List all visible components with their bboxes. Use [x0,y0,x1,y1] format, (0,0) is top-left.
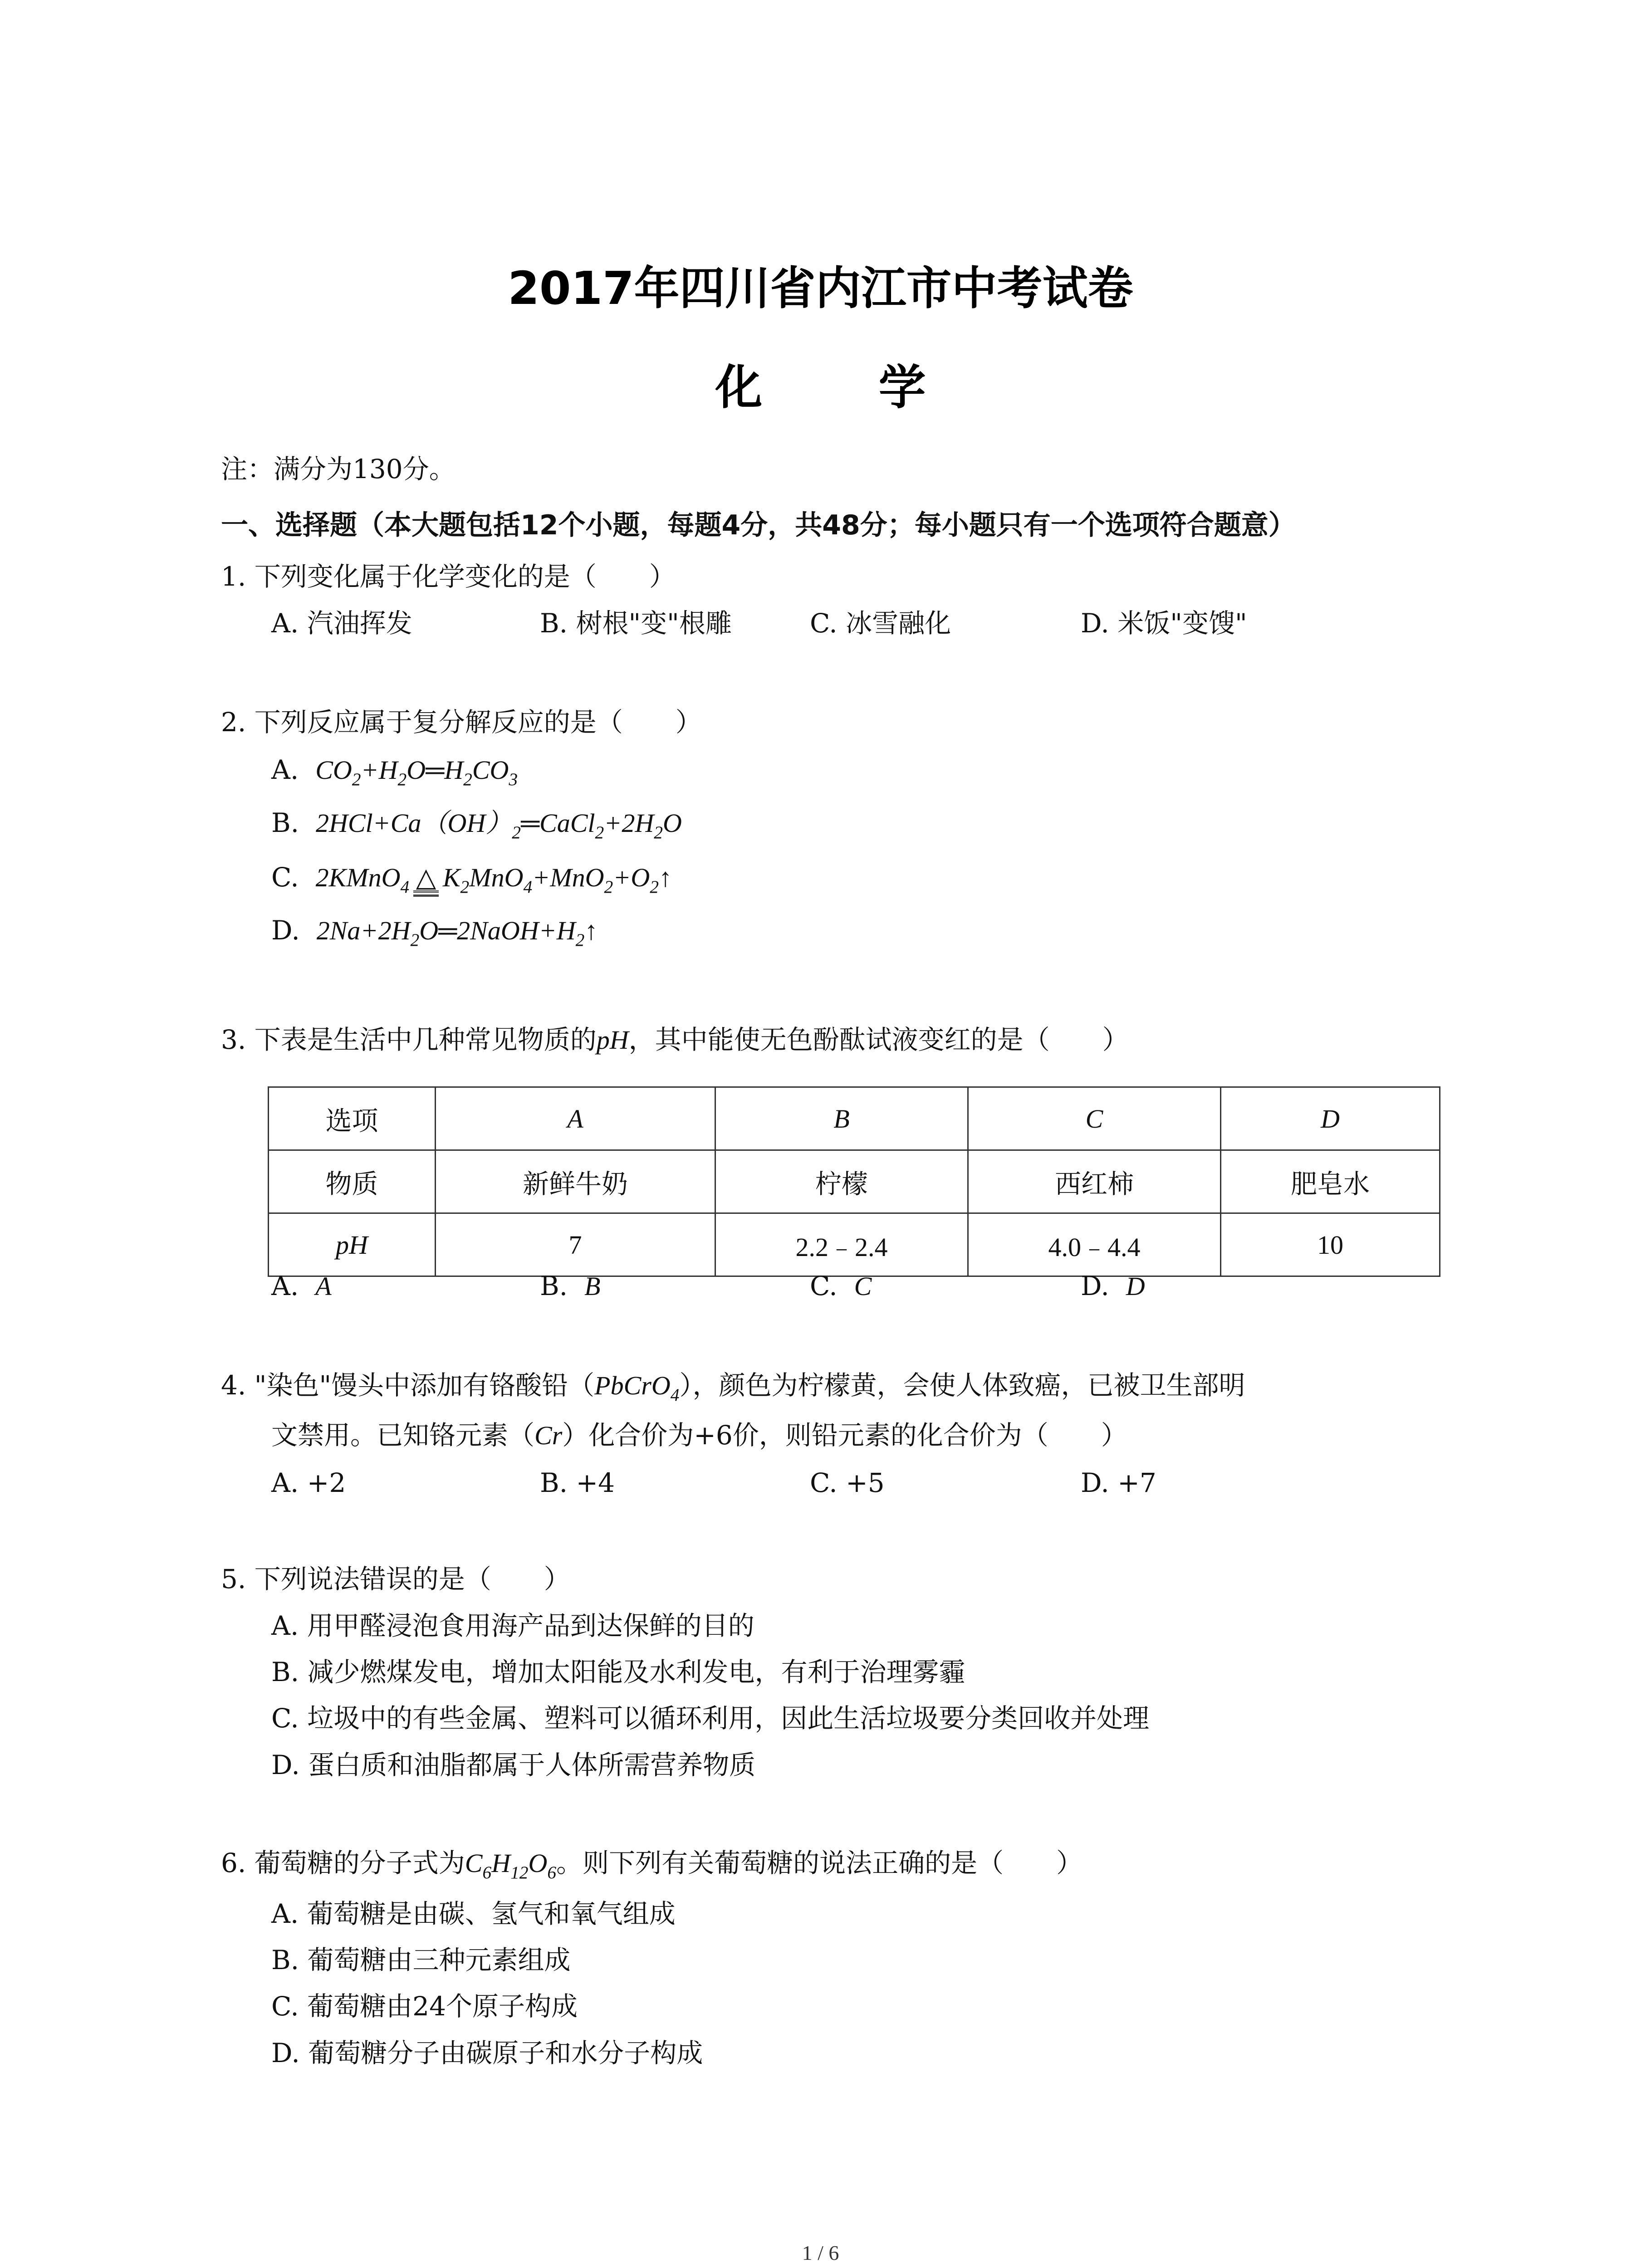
table-cell: 选项 [269,1087,436,1150]
option-c: C. 葡萄糖由24个原子构成 [271,1991,578,2022]
question-stem: 5. 下列说法错误的是（ ） [221,1564,570,1594]
equation-b: $2HCl+Ca(OH)_2═CaCl_2+2H_2O$ [315,808,682,842]
table-row [269,1150,1440,1213]
table-cell: 柠檬 [715,1150,968,1213]
stem-text: 4. "染色"馒头中添加有铬酸铅（ [221,1370,595,1401]
stem-text: ），颜色为柠檬黄，会使人体致癌，已被卫生部明 [679,1370,1245,1401]
table-cell: 10 [1221,1213,1440,1276]
option-b: B. 树根"变"根雕 [540,608,732,639]
section-heading: 一、选择题（本大题包括12个小题，每题4分，共48分；每小题只有一个选项符合题意） [221,509,1296,541]
stem-text: 文禁用。已知铬元素（ [271,1420,535,1451]
option-a [271,1273,332,1300]
exam-title: 2017年四川省内江市中考试卷 [508,262,1133,315]
option-d [1081,1273,1145,1300]
option-b [540,1273,600,1300]
option-c: C. 垃圾中的有些金属、塑料可以循环利用，因此生活垃圾要分类回收并处理 [271,1703,1150,1734]
table-cell: 新鲜牛奶 [436,1150,715,1213]
option-c: C. +5 [810,1467,885,1498]
option-a: A. 葡萄糖是由碳、氢气和氧气组成 [271,1898,676,1929]
element-symbol: Cr [534,1421,563,1450]
glucose-formula: $C_6H_{12}O_6$ [465,1848,557,1882]
option-c [271,864,672,896]
table-cell: D [1221,1087,1440,1150]
option-d [271,917,598,949]
equation-c: 2KMnO$_4$ △ $K_2MnO_4+MnO_2+O_2↑$ [315,862,672,897]
question-stem: 1. 下列变化属于化学变化的是（ ） [221,561,676,592]
heat-icon: △ [416,862,436,893]
option-b: B. 葡萄糖由三种元素组成 [271,1945,571,1975]
score-note: 注：满分为130分。 [221,454,456,484]
question-stem-line-1 [221,1372,1245,1404]
table-cell: 西红柿 [968,1150,1221,1213]
question-stem [221,1850,1083,1882]
option-value: B [584,1271,601,1301]
option-label: D. [271,915,300,946]
option-a: A. 用甲醛浸泡食用海产品到达保鲜的目的 [271,1610,754,1641]
option-label: B. [540,1271,568,1301]
option-value: C [854,1271,872,1301]
table-cell: 2.2﹣2.4 [715,1213,968,1276]
table-cell: B [715,1087,968,1150]
option-label: B. [271,807,299,838]
equation-a: $CO_2+H_2O═H_2CO_3$ [315,755,518,789]
option-b: B. 减少燃煤发电，增加太阳能及水利发电，有利于治理雾霾 [271,1657,965,1687]
option-a [271,754,518,789]
option-a: A. +2 [271,1467,346,1498]
stem-text: ）化合价为+6价，则铅元素的化合价为（ ） [562,1420,1127,1451]
stem-text: 。则下列有关葡萄糖的说法正确的是（ ） [556,1848,1083,1878]
stem-text: ，其中能使无色酚酞试液变红的是（ ） [628,1024,1129,1055]
question-stem [221,1026,1129,1053]
option-label: C. [810,1271,838,1301]
ph-symbol: pH [596,1025,629,1055]
table-header-row [269,1087,1440,1150]
option-label: D. [1081,1271,1109,1301]
table-cell: 7 [436,1213,715,1276]
option-label: A. [271,1271,299,1301]
formula-text: PbCrO [594,1371,671,1400]
table-row [269,1213,1440,1276]
equation-d: $2Na+2H_2O═2NaOH+H_2↑$ [316,916,598,950]
question-stem-line-2 [271,1422,1127,1449]
option-value: D [1126,1271,1145,1301]
option-value: A [315,1271,332,1301]
table-cell: A [436,1087,715,1150]
option-c [810,1273,872,1300]
option-d: D. +7 [1081,1467,1156,1498]
ph-table [268,1086,1440,1277]
table-cell: 肥皂水 [1221,1150,1440,1213]
option-c: C. 冰雪融化 [810,608,951,639]
option-b: B. +4 [540,1467,615,1498]
page-number: 1 / 6 [802,2241,839,2264]
option-a: A. 汽油挥发 [271,608,412,639]
question-stem: 2. 下列反应属于复分解反应的是（ ） [221,707,702,738]
table-cell: 4.0﹣4.4 [968,1213,1221,1276]
option-label: C. [271,862,299,893]
stem-text: 6. 葡萄糖的分子式为 [221,1848,465,1878]
subject-title: 化 学 [715,360,976,415]
formula-subscript: 4 [670,1384,680,1405]
chemical-formula [594,1371,680,1405]
option-d: D. 葡萄糖分子由碳原子和水分子构成 [271,2038,703,2068]
table-cell: pH [269,1213,436,1276]
table-cell: 物质 [269,1150,436,1213]
option-b [271,807,682,842]
option-d: D. 米饭"变馊" [1081,608,1247,639]
stem-text: 3. 下表是生活中几种常见物质的 [221,1024,597,1055]
option-label: A. [271,754,299,785]
table-cell: C [968,1087,1221,1150]
option-d: D. 蛋白质和油脂都属于人体所需营养物质 [271,1750,756,1780]
